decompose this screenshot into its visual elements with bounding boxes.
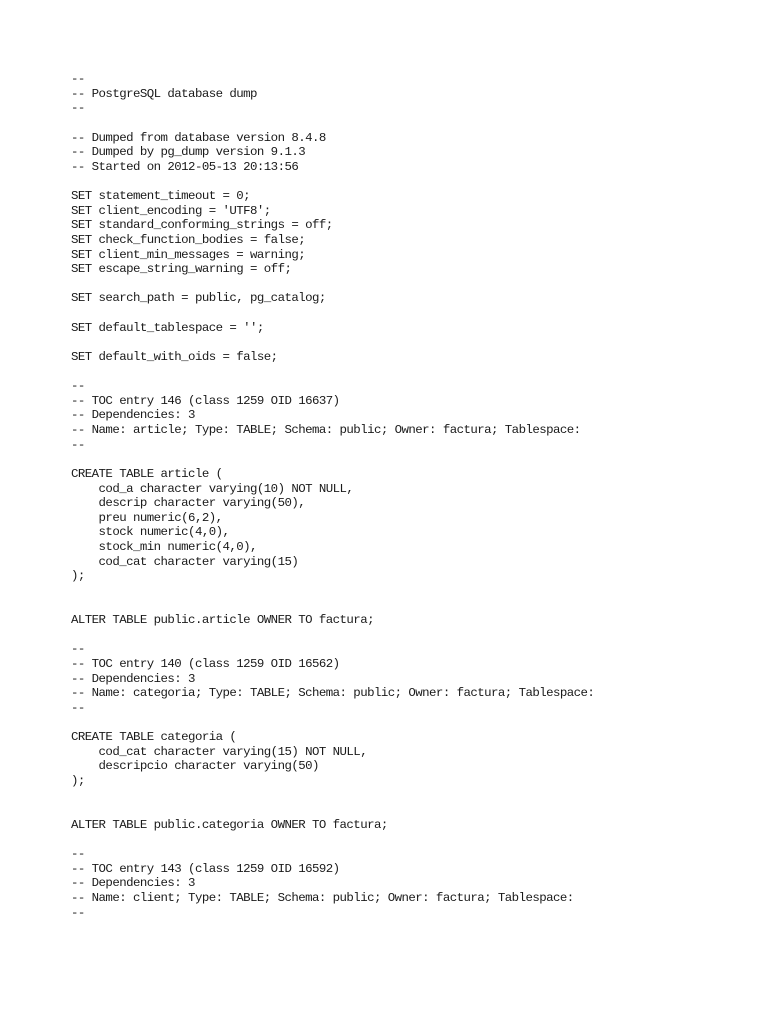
code-line <box>71 174 751 189</box>
code-line: -- <box>71 101 85 116</box>
code-line <box>71 716 751 731</box>
code-line: -- <box>71 905 85 920</box>
code-line <box>71 277 751 292</box>
code-line: ALTER TABLE public.article OWNER TO factura; <box>71 613 374 628</box>
code-line: -- Started on 2012-05-13 20:13:56 <box>71 159 299 174</box>
code-line: -- Name: categoria; Type: TABLE; Schema: public; Owner: factura; Tablespace: <box>71 686 595 701</box>
code-line: cod_cat character varying(15) NOT NULL, <box>71 744 368 759</box>
code-line: SET check_function_bodies = false; <box>71 232 306 247</box>
code-line: cod_cat character varying(15) <box>71 554 299 569</box>
code-line: -- Dependencies: 3 <box>71 408 195 423</box>
code-line: ALTER TABLE public.categoria OWNER TO factura; <box>71 817 388 832</box>
code-line: -- Dumped by pg_dump version 9.1.3 <box>71 145 306 160</box>
code-line: -- <box>71 700 85 715</box>
code-line: SET client_min_messages = warning; <box>71 247 306 262</box>
code-line: -- <box>71 437 85 452</box>
code-line: SET statement_timeout = 0; <box>71 189 251 203</box>
code-line: -- Name: client; Type: TABLE; Schema: public; Owner: factura; Tablespace: <box>71 891 574 905</box>
code-line: -- <box>71 379 85 394</box>
code-line <box>71 116 751 131</box>
code-line: SET default_tablespace = ''; <box>71 320 264 335</box>
code-line <box>71 365 751 380</box>
code-line: -- <box>71 72 85 86</box>
code-line: -- <box>71 847 85 862</box>
code-line: stock numeric(4,0), <box>71 525 230 540</box>
code-line: SET search_path = public, pg_catalog; <box>71 291 326 306</box>
code-line: -- TOC entry 143 (class 1259 OID 16592) <box>71 861 340 876</box>
code-line: descripcio character varying(50) <box>71 759 319 774</box>
code-line <box>71 803 751 818</box>
code-line: SET client_encoding = 'UTF8'; <box>71 203 271 218</box>
code-line: SET escape_string_warning = off; <box>71 262 292 277</box>
code-line: ); <box>71 569 85 584</box>
sql-dump-text <box>71 72 751 920</box>
code-line <box>71 599 751 614</box>
code-line <box>71 789 751 804</box>
code-line <box>71 628 751 643</box>
code-line: -- Name: article; Type: TABLE; Schema: public; Owner: factura; Tablespace: <box>71 423 581 437</box>
code-line: -- TOC entry 146 (class 1259 OID 16637) <box>71 393 340 408</box>
code-line <box>71 452 751 467</box>
code-line: SET default_with_oids = false; <box>71 349 278 364</box>
code-line: preu numeric(6,2), <box>71 510 223 525</box>
code-line: cod_a character varying(10) NOT NULL, <box>71 481 354 496</box>
code-line: descrip character varying(50), <box>71 496 306 511</box>
code-line <box>71 335 751 350</box>
code-line: CREATE TABLE article ( <box>71 466 223 481</box>
code-line <box>71 584 751 599</box>
code-line: -- Dependencies: 3 <box>71 671 195 686</box>
code-line <box>71 306 751 321</box>
code-line: -- PostgreSQL database dump <box>71 86 257 101</box>
code-line: stock_min numeric(4,0), <box>71 540 257 554</box>
code-line: ); <box>71 774 85 788</box>
code-line: CREATE TABLE categoria ( <box>71 730 237 745</box>
code-line: SET standard_conforming_strings = off; <box>71 218 333 233</box>
code-line: -- Dependencies: 3 <box>71 876 195 891</box>
code-line: -- <box>71 642 85 657</box>
code-line: -- TOC entry 140 (class 1259 OID 16562) <box>71 657 340 671</box>
code-line <box>71 833 751 848</box>
code-line: -- Dumped from database version 8.4.8 <box>71 130 326 145</box>
